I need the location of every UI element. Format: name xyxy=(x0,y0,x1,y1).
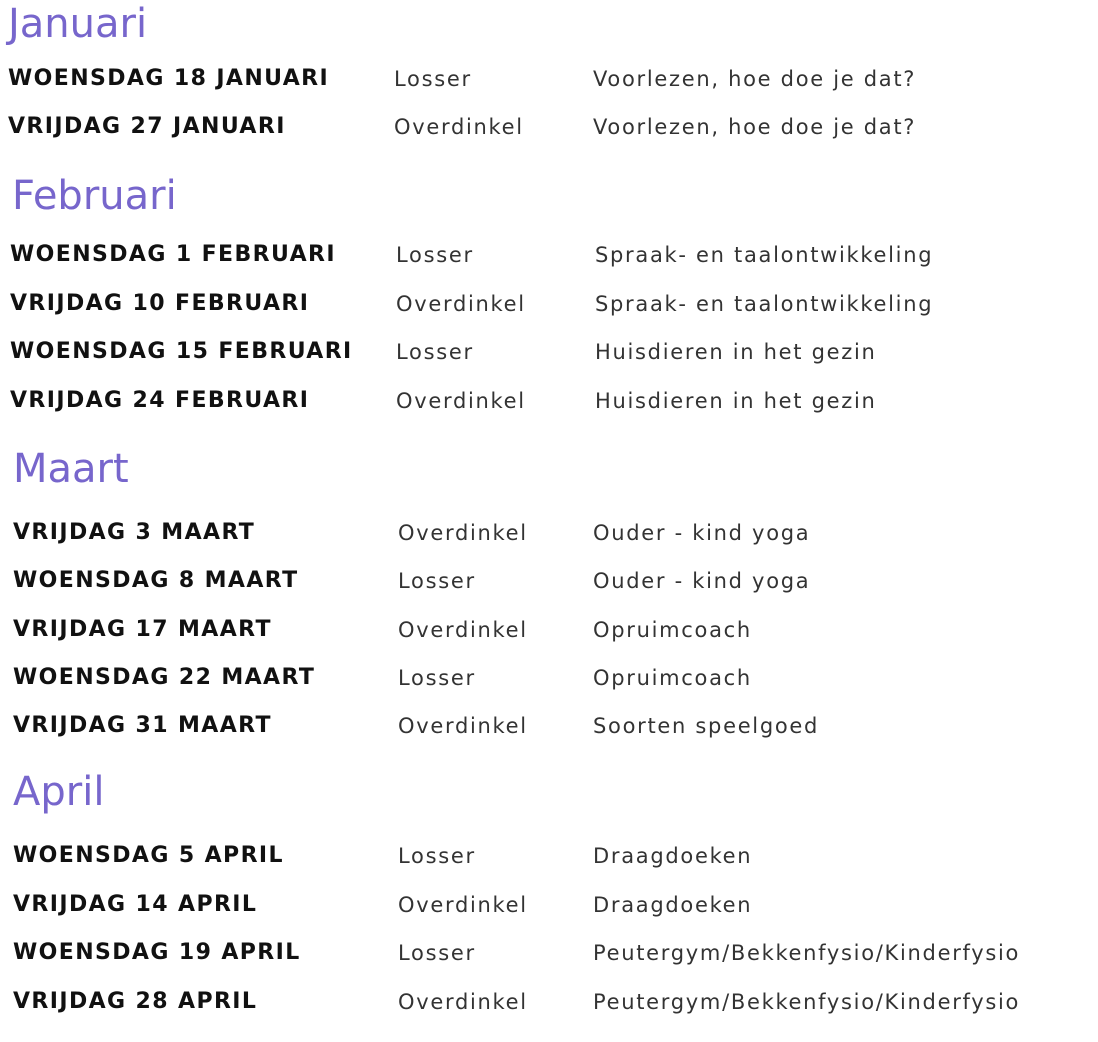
event-date: VRIJDAG 28 APRIL xyxy=(13,989,258,1014)
event-row xyxy=(0,332,1090,372)
event-row xyxy=(0,107,1090,147)
event-row xyxy=(0,706,1090,746)
event-row xyxy=(0,610,1090,650)
event-row xyxy=(0,885,1090,925)
event-date: VRIJDAG 14 APRIL xyxy=(13,892,258,917)
event-date: WOENSDAG 8 MAART xyxy=(13,568,299,593)
event-topic: Huisdieren in het gezin xyxy=(595,340,877,364)
event-topic: Peutergym/Bekkenfysio/Kinderfysio xyxy=(593,990,1021,1014)
month-heading-maart: Maart xyxy=(13,446,129,492)
event-topic: Draagdoeken xyxy=(593,844,753,868)
event-topic: Ouder - kind yoga xyxy=(593,569,811,593)
event-topic: Soorten speelgoed xyxy=(593,714,820,738)
event-location: Overdinkel xyxy=(398,990,528,1014)
event-row xyxy=(0,982,1090,1022)
event-location: Losser xyxy=(398,569,476,593)
event-location: Overdinkel xyxy=(398,521,528,545)
event-row xyxy=(0,59,1090,99)
event-location: Losser xyxy=(396,340,474,364)
event-location: Overdinkel xyxy=(396,292,526,316)
event-date: WOENSDAG 1 FEBRUARI xyxy=(10,242,336,267)
event-row xyxy=(0,836,1090,876)
month-heading-april: April xyxy=(13,769,105,815)
event-location: Overdinkel xyxy=(394,115,524,139)
event-row xyxy=(0,284,1090,324)
event-row xyxy=(0,933,1090,973)
event-row xyxy=(0,381,1090,421)
event-date: VRIJDAG 10 FEBRUARI xyxy=(10,291,310,316)
event-topic: Voorlezen, hoe doe je dat? xyxy=(593,67,917,91)
event-location: Overdinkel xyxy=(398,618,528,642)
event-location: Losser xyxy=(398,844,476,868)
event-topic: Huisdieren in het gezin xyxy=(595,389,877,413)
event-row xyxy=(0,235,1090,275)
event-date: WOENSDAG 15 FEBRUARI xyxy=(10,339,353,364)
month-heading-januari: Januari xyxy=(8,1,148,47)
event-location: Overdinkel xyxy=(398,893,528,917)
event-topic: Ouder - kind yoga xyxy=(593,521,811,545)
event-topic: Opruimcoach xyxy=(593,618,752,642)
event-location: Losser xyxy=(398,666,476,690)
event-date: WOENSDAG 22 MAART xyxy=(13,665,316,690)
event-date: VRIJDAG 27 JANUARI xyxy=(8,114,286,139)
event-row xyxy=(0,561,1090,601)
event-location: Losser xyxy=(396,243,474,267)
event-topic: Peutergym/Bekkenfysio/Kinderfysio xyxy=(593,941,1021,965)
event-location: Losser xyxy=(394,67,472,91)
event-topic: Spraak- en taalontwikkeling xyxy=(595,243,934,267)
event-row xyxy=(0,513,1090,553)
event-topic: Opruimcoach xyxy=(593,666,752,690)
event-date: WOENSDAG 18 JANUARI xyxy=(8,66,330,91)
event-topic: Voorlezen, hoe doe je dat? xyxy=(593,115,917,139)
event-date: WOENSDAG 19 APRIL xyxy=(13,940,301,965)
event-location: Overdinkel xyxy=(398,714,528,738)
event-date: VRIJDAG 17 MAART xyxy=(13,617,272,642)
event-date: VRIJDAG 3 MAART xyxy=(13,520,256,545)
event-location: Losser xyxy=(398,941,476,965)
event-date: VRIJDAG 24 FEBRUARI xyxy=(10,388,310,413)
event-location: Overdinkel xyxy=(396,389,526,413)
event-topic: Draagdoeken xyxy=(593,893,753,917)
event-row xyxy=(0,658,1090,698)
event-topic: Spraak- en taalontwikkeling xyxy=(595,292,934,316)
event-date: WOENSDAG 5 APRIL xyxy=(13,843,284,868)
month-heading-februari: Februari xyxy=(12,173,177,219)
event-date: VRIJDAG 31 MAART xyxy=(13,713,272,738)
